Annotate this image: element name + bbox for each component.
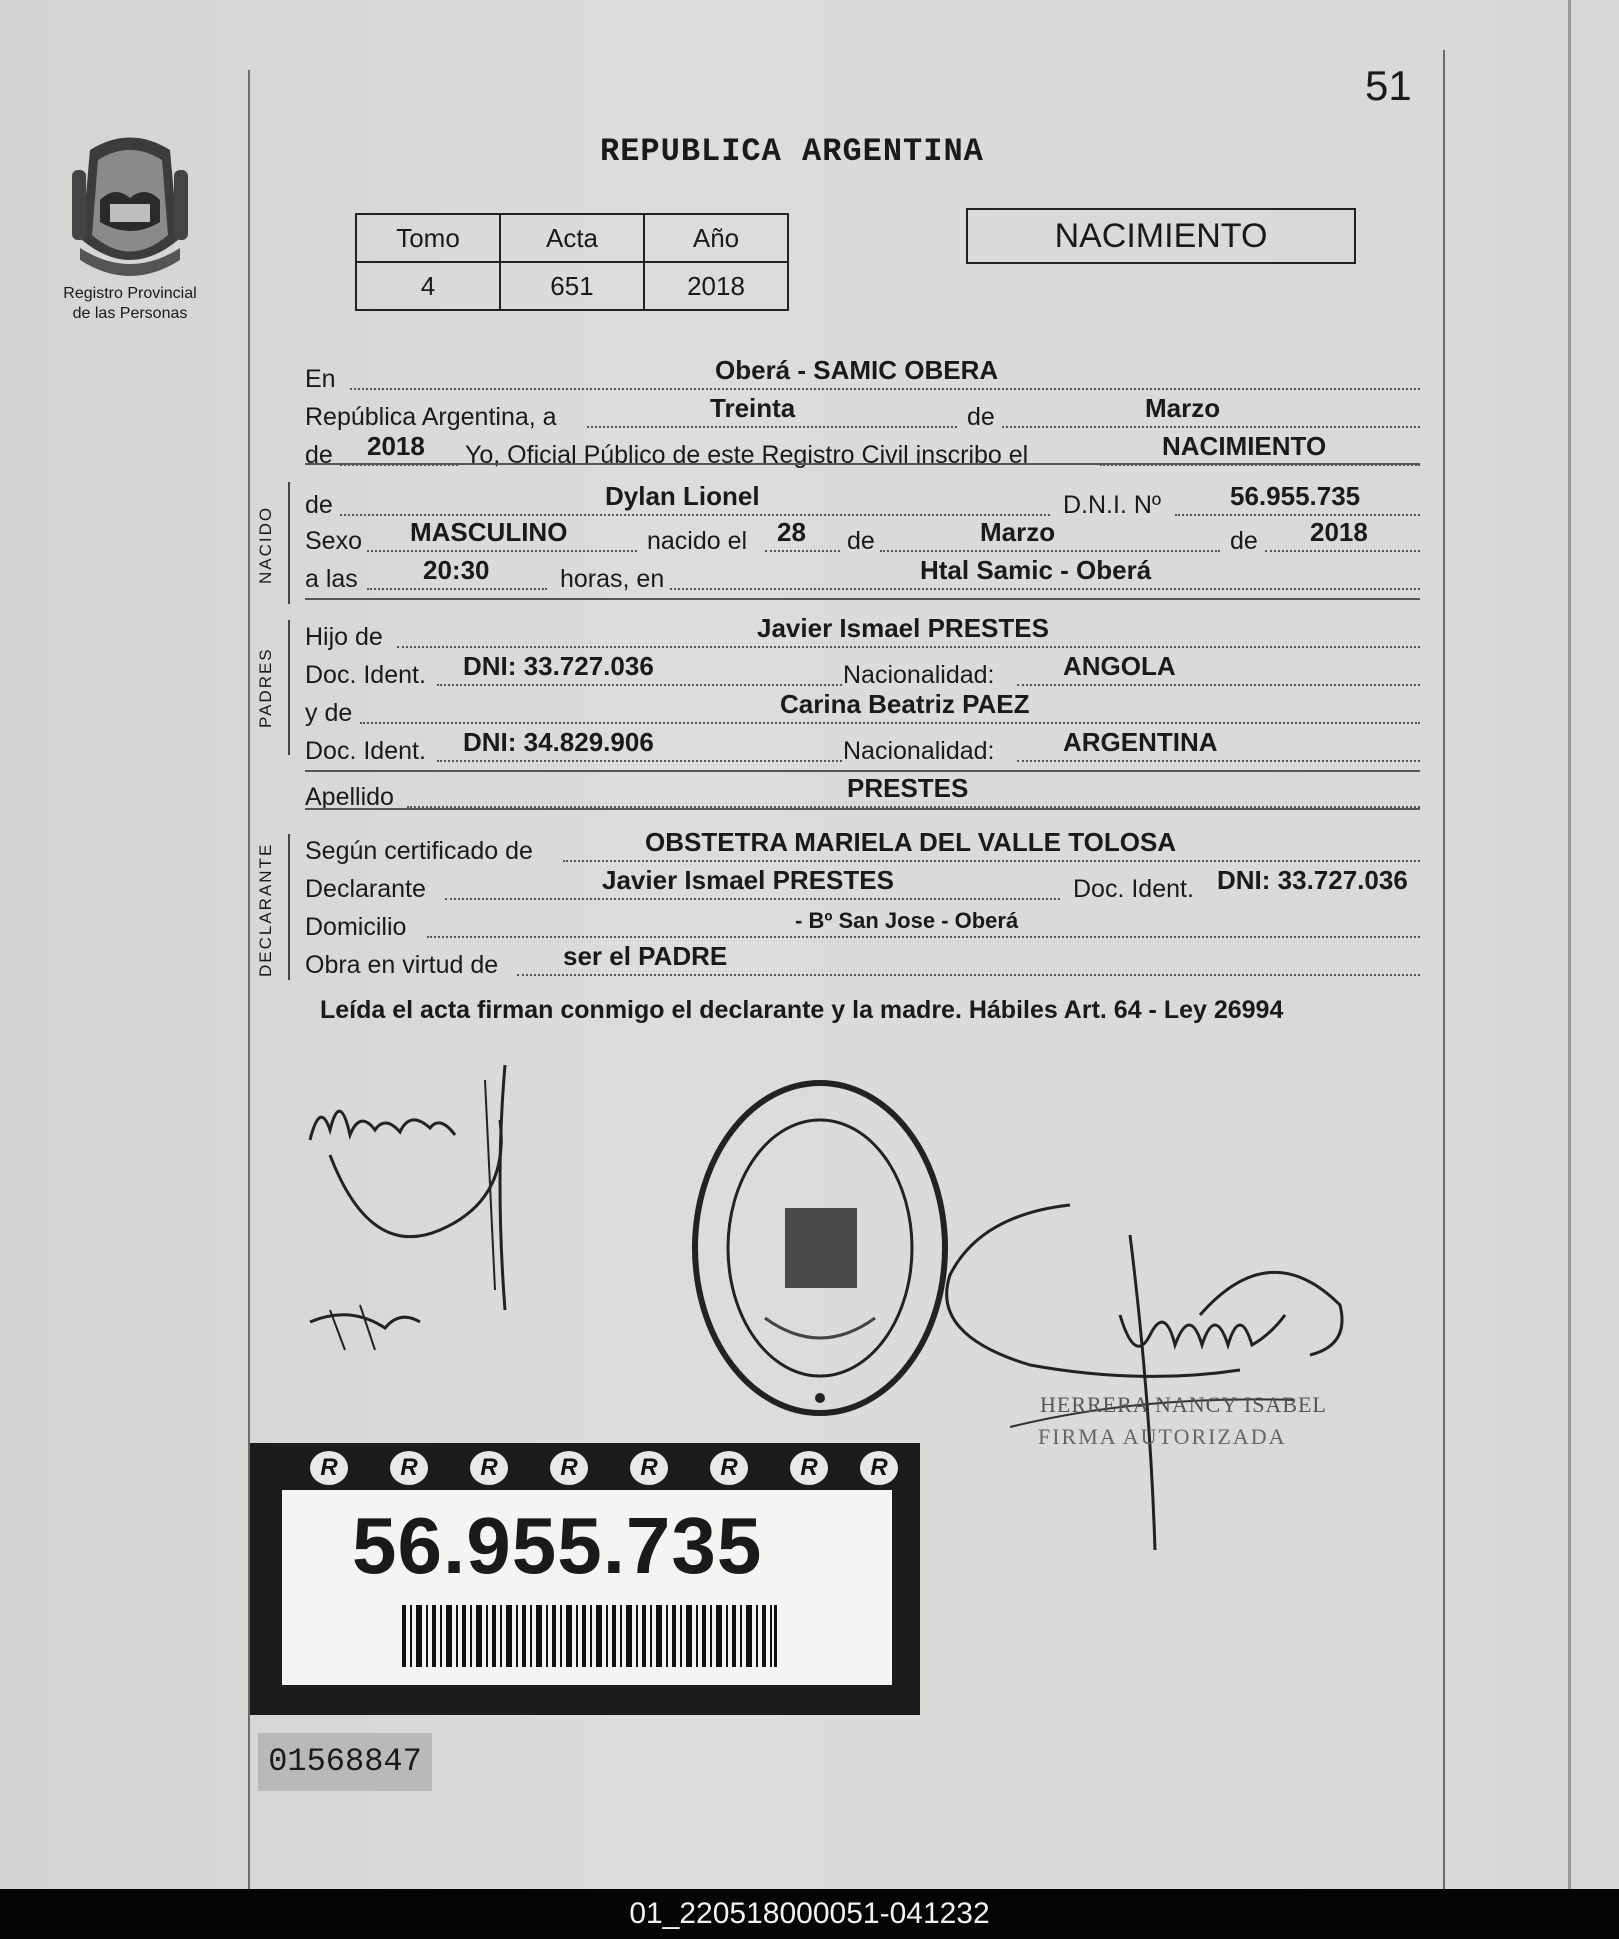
value-declarante-doc: DNI: 33.727.036 xyxy=(1217,865,1408,895)
barcode xyxy=(402,1605,777,1667)
label-de: de xyxy=(967,403,995,431)
register-type-box: NACIMIENTO xyxy=(966,208,1356,264)
dotted-line xyxy=(1265,550,1420,552)
label-doc-ident: Doc. Ident. xyxy=(305,737,426,765)
page-number: 51 xyxy=(1365,62,1412,109)
page-edge-line xyxy=(1568,0,1571,1889)
authorized-signature-label: FIRMA AUTORIZADA xyxy=(1038,1424,1287,1449)
padres-bracket xyxy=(288,620,290,755)
sticker-r-mark: R xyxy=(390,1451,428,1485)
value-child-dni: 56.955.735 xyxy=(1230,481,1361,511)
authorized-signature xyxy=(940,1195,1360,1555)
sticker-r-mark: R xyxy=(630,1451,668,1485)
sticker-r-mark: R xyxy=(310,1451,348,1485)
label-obra: Obra en virtud de xyxy=(305,951,499,979)
label-de: de xyxy=(847,527,875,555)
registry-header-tomo: Tomo xyxy=(356,214,500,262)
scan-footer: 01_220518000051-041232 xyxy=(0,1889,1619,1939)
sticker-label-area xyxy=(282,1490,892,1685)
registry-value-anio: 2018 xyxy=(644,262,788,310)
dotted-line xyxy=(765,550,840,552)
value-birth-day: 28 xyxy=(777,517,806,547)
value-year: 2018 xyxy=(367,431,425,461)
label-a-las: a las xyxy=(305,565,358,593)
label-de: de xyxy=(305,491,333,519)
label-hijo-de: Hijo de xyxy=(305,623,383,651)
declarant-signature xyxy=(290,1060,560,1360)
logo-caption-line1: Registro Provincial xyxy=(63,285,197,302)
label-sexo: Sexo xyxy=(305,527,362,555)
value-obra: ser el PADRE xyxy=(563,941,728,971)
dotted-line xyxy=(427,936,1420,938)
line-obra xyxy=(305,941,1420,984)
dotted-line xyxy=(397,646,1420,648)
dotted-line xyxy=(517,974,1420,976)
label-yo: Yo, Oficial Público de este Registro Civil inscribo el xyxy=(465,441,1029,469)
dotted-line xyxy=(437,684,842,686)
registry-value-tomo: 4 xyxy=(356,262,500,310)
value-father-name: Javier Ismael PRESTES xyxy=(757,613,1049,643)
dni-sticker xyxy=(250,1443,920,1715)
sticker-r-mark: R xyxy=(860,1451,898,1485)
value-birth-year: 2018 xyxy=(1310,517,1368,547)
sticker-r-mark: R xyxy=(710,1451,748,1485)
label-de: de xyxy=(1230,527,1258,555)
dotted-line xyxy=(880,550,1220,552)
dotted-line xyxy=(670,588,1420,590)
value-apellido: PRESTES xyxy=(847,773,969,803)
value-child-name: Dylan Lionel xyxy=(605,481,760,511)
section-separator xyxy=(305,808,1420,810)
registry-value-acta: 651 xyxy=(500,262,644,310)
value-birth-month: Marzo xyxy=(980,517,1056,547)
sticker-r-mark: R xyxy=(790,1451,828,1485)
dotted-line xyxy=(1175,514,1420,516)
dotted-line xyxy=(445,898,1060,900)
value-mother-nationality: ARGENTINA xyxy=(1063,727,1218,757)
dotted-line xyxy=(350,388,1420,390)
registry-value-row xyxy=(356,262,788,310)
label-apellido: Apellido xyxy=(305,783,394,811)
value-mother-doc: DNI: 34.829.906 xyxy=(463,727,654,757)
label-nacionalidad: Nacionalidad: xyxy=(843,737,995,765)
province-crest-logo xyxy=(60,130,200,280)
value-day: Treinta xyxy=(710,393,796,423)
dotted-line xyxy=(340,514,1050,516)
value-certificado: OBSTETRA MARIELA DEL VALLE TOLOSA xyxy=(645,827,1177,857)
line-apellido xyxy=(305,773,1420,816)
value-domicilio: - Bº San Jose - Oberá xyxy=(795,908,1019,933)
section-label-padres: PADRES xyxy=(256,647,275,729)
declarante-bracket xyxy=(288,834,290,980)
document-title: REPUBLICA ARGENTINA xyxy=(600,133,984,170)
label-doc-ident: Doc. Ident. xyxy=(305,661,426,689)
value-place: Oberá - SAMIC OBERA xyxy=(715,355,999,385)
line-domicilio xyxy=(305,908,1420,946)
value-mother-name: Carina Beatriz PAEZ xyxy=(780,689,1030,719)
line-declarante xyxy=(305,865,1420,908)
label-nacido-el: nacido el xyxy=(647,527,748,555)
section-label-nacido: NACIDO xyxy=(256,505,275,585)
value-birth-place: Htal Samic - Oberá xyxy=(920,555,1152,585)
value-father-nationality: ANGOLA xyxy=(1063,651,1176,681)
label-horas: horas, en xyxy=(560,565,665,593)
right-margin-line xyxy=(1443,50,1445,1889)
registry-table xyxy=(355,213,789,311)
sticker-dni-number: 56.955.735 xyxy=(352,1501,763,1590)
line-mother-doc xyxy=(305,727,1420,770)
dotted-line xyxy=(563,860,1420,862)
label-domicilio: Domicilio xyxy=(305,913,407,941)
sticker-r-mark: R xyxy=(470,1451,508,1485)
line-place xyxy=(305,355,1420,398)
logo-caption xyxy=(40,284,220,324)
label-nacionalidad: Nacionalidad: xyxy=(843,661,995,689)
section-separator xyxy=(305,463,1420,465)
dotted-line xyxy=(367,588,547,590)
section-label-declarante: DECLARANTE xyxy=(256,842,275,978)
label-y-de: y de xyxy=(305,699,353,727)
value-act-type: NACIMIENTO xyxy=(1162,431,1327,461)
label-en: En xyxy=(305,365,336,393)
logo-caption-line2: de las Personas xyxy=(72,305,188,322)
dotted-line xyxy=(367,550,637,552)
dotted-line xyxy=(587,426,957,428)
label-declarante: Declarante xyxy=(305,875,426,903)
value-sexo: MASCULINO xyxy=(410,517,568,547)
value-month: Marzo xyxy=(1145,393,1221,423)
section-separator xyxy=(305,770,1420,772)
value-time: 20:30 xyxy=(423,555,490,585)
authorized-signer-name: HERRERA NANCY ISABEL xyxy=(1040,1392,1327,1417)
label-doc-ident: Doc. Ident. xyxy=(1073,875,1194,903)
dotted-line xyxy=(1017,684,1420,686)
registry-header-row xyxy=(356,214,788,262)
value-declarante: Javier Ismael PRESTES xyxy=(602,865,894,895)
dotted-line xyxy=(1002,426,1420,428)
label-de2: de xyxy=(305,441,333,469)
label-dni: D.N.I. Nº xyxy=(1063,491,1162,519)
dotted-line xyxy=(1017,760,1420,762)
dotted-line xyxy=(437,760,842,762)
official-seal xyxy=(685,1068,955,1428)
label-segun: Según certificado de xyxy=(305,837,533,865)
value-father-doc: DNI: 33.727.036 xyxy=(463,651,654,681)
closing-statement: Leída el acta firman conmigo el declarante y la madre. Hábiles Art. 64 - Ley 26994 xyxy=(320,996,1284,1024)
serial-number: 01568847 xyxy=(258,1733,432,1791)
label-republica: República Argentina, a xyxy=(305,403,557,431)
registry-header-anio: Año xyxy=(644,214,788,262)
line-year xyxy=(305,431,1420,474)
sticker-r-mark: R xyxy=(550,1451,588,1485)
registry-header-acta: Acta xyxy=(500,214,644,262)
line-time-place xyxy=(305,555,1420,598)
section-separator xyxy=(305,598,1420,600)
nacido-bracket xyxy=(288,482,290,604)
dotted-line xyxy=(360,722,1420,724)
